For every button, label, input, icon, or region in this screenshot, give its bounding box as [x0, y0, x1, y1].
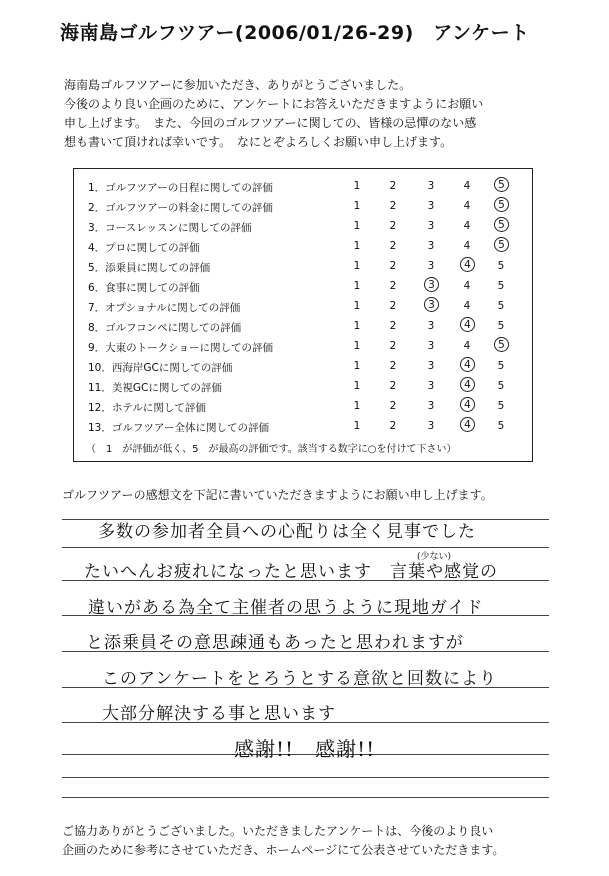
score-option[interactable]: 3 — [427, 260, 435, 272]
evaluation-row — [74, 237, 532, 257]
score-option[interactable]: 1 — [353, 200, 361, 212]
score-option[interactable]: 3 — [427, 400, 435, 412]
score-option[interactable]: 5 — [497, 400, 505, 412]
score-option[interactable]: 4 — [463, 220, 471, 232]
score-option[interactable]: 1 — [353, 220, 361, 232]
handwritten-line: 違いがある為全て主催者の思うように現地ガイド — [88, 598, 484, 618]
score-option[interactable]: 2 — [389, 280, 397, 292]
score-option[interactable]: 1 — [353, 320, 361, 332]
score-option[interactable]: 1 — [353, 300, 361, 312]
evaluation-label: 6．食事に関しての評価 — [88, 282, 200, 294]
evaluation-row — [74, 217, 532, 237]
footer-line: ご協力ありがとうございました。いただきましたアンケートは、今後のより良い — [62, 824, 494, 838]
handwritten-line: 大部分解決する事と思います — [102, 704, 336, 724]
evaluation-label: 13．ゴルフツアー全体に関しての評価 — [88, 422, 270, 434]
evaluation-row — [74, 257, 532, 277]
circled-score[interactable]: 3 — [424, 297, 439, 312]
circled-score[interactable]: 4 — [460, 257, 475, 272]
handwritten-line: 多数の参加者全員への心配りは全く見事でした — [98, 522, 476, 542]
evaluation-row — [74, 357, 532, 377]
score-option[interactable]: 2 — [389, 220, 397, 232]
score-option[interactable]: 5 — [497, 360, 505, 372]
circled-score[interactable]: 5 — [494, 197, 509, 212]
intro-line: 今後のより良い企画のために、アンケートにお答えいただきますようにお願い — [64, 97, 484, 111]
score-option[interactable]: 1 — [353, 400, 361, 412]
score-option[interactable]: 1 — [353, 180, 361, 192]
score-option[interactable]: 1 — [353, 360, 361, 372]
evaluation-label: 1．ゴルフツアーの日程に関しての評価 — [88, 182, 273, 194]
score-option[interactable]: 5 — [497, 280, 505, 292]
score-option[interactable]: 2 — [389, 400, 397, 412]
evaluation-label: 3．コースレッスンに関しての評価 — [88, 222, 252, 234]
score-option[interactable]: 4 — [463, 300, 471, 312]
evaluation-row — [74, 417, 532, 437]
footer-text — [62, 822, 504, 860]
score-option[interactable]: 5 — [497, 320, 505, 332]
score-option[interactable]: 4 — [463, 240, 471, 252]
handwritten-line: 感謝!! 感謝!! — [234, 737, 376, 761]
score-option[interactable]: 2 — [389, 240, 397, 252]
score-option[interactable]: 3 — [427, 420, 435, 432]
circled-score[interactable]: 5 — [494, 337, 509, 352]
evaluation-row — [74, 337, 532, 357]
score-option[interactable]: 2 — [389, 300, 397, 312]
evaluation-row — [74, 277, 532, 297]
scale-note: （ 1 が評価が低く、5 が最高の評価です。該当する数字に○を付けて下さい） — [86, 444, 457, 455]
circled-score[interactable]: 5 — [494, 177, 509, 192]
score-option[interactable]: 3 — [427, 340, 435, 352]
footer-line: 企画のために参考にさせていただき、ホームページにて公表させていただきます。 — [62, 843, 505, 857]
score-option[interactable]: 1 — [353, 280, 361, 292]
score-option[interactable]: 5 — [497, 420, 505, 432]
evaluation-row — [74, 297, 532, 317]
score-option[interactable]: 2 — [389, 360, 397, 372]
evaluation-row — [74, 317, 532, 337]
score-option[interactable]: 2 — [389, 200, 397, 212]
score-option[interactable]: 4 — [463, 280, 471, 292]
evaluation-label: 4．プロに関しての評価 — [88, 242, 200, 254]
page-title: 海南島ゴルフツアー(2006/01/26-29) アンケート — [60, 22, 530, 44]
circled-score[interactable]: 5 — [494, 217, 509, 232]
evaluation-label: 8．ゴルフコンペに関しての評価 — [88, 322, 242, 334]
score-option[interactable]: 2 — [389, 340, 397, 352]
evaluation-label: 11．美視GCに関しての評価 — [88, 382, 222, 394]
evaluation-label: 12．ホテルに関して評価 — [88, 402, 206, 414]
ruled-line — [62, 797, 549, 798]
ruled-line — [62, 777, 549, 778]
score-option[interactable]: 4 — [463, 180, 471, 192]
score-option[interactable]: 5 — [497, 300, 505, 312]
circled-score[interactable]: 4 — [460, 317, 475, 332]
score-option[interactable]: 1 — [353, 380, 361, 392]
evaluation-label: 5．添乗員に関しての評価 — [88, 262, 211, 274]
score-option[interactable]: 3 — [427, 220, 435, 232]
score-option[interactable]: 2 — [389, 380, 397, 392]
score-option[interactable]: 5 — [497, 380, 505, 392]
score-option[interactable]: 2 — [389, 180, 397, 192]
score-option[interactable]: 4 — [463, 200, 471, 212]
circled-score[interactable]: 4 — [460, 357, 475, 372]
evaluation-row — [74, 397, 532, 417]
score-option[interactable]: 2 — [389, 260, 397, 272]
circled-score[interactable]: 3 — [424, 277, 439, 292]
score-option[interactable]: 1 — [353, 240, 361, 252]
ruled-line — [62, 547, 549, 548]
score-option[interactable]: 3 — [427, 320, 435, 332]
score-option[interactable]: 5 — [497, 260, 505, 272]
handwritten-line: たいへんお疲れになったと思います 言葉や感覚の — [84, 562, 498, 582]
handwritten-line: と添乗員その意思疎通もあったと思われますが — [86, 633, 464, 653]
score-option[interactable]: 2 — [389, 420, 397, 432]
score-option[interactable]: 3 — [427, 200, 435, 212]
evaluation-label: 9．大東のトークショーに関しての評価 — [88, 342, 273, 354]
score-option[interactable]: 3 — [427, 360, 435, 372]
evaluation-label: 2．ゴルフツアーの料金に関しての評価 — [88, 202, 273, 214]
evaluation-row — [74, 177, 532, 197]
circled-score[interactable]: 4 — [460, 397, 475, 412]
intro-line: 海南島ゴルフツアーに参加いただき、ありがとうございました。 — [64, 78, 412, 92]
circled-score[interactable]: 4 — [460, 377, 475, 392]
score-option[interactable]: 3 — [427, 240, 435, 252]
score-option[interactable]: 1 — [353, 420, 361, 432]
score-option[interactable]: 2 — [389, 320, 397, 332]
circled-score[interactable]: 5 — [494, 237, 509, 252]
intro-text — [64, 76, 564, 152]
score-option[interactable]: 3 — [427, 380, 435, 392]
handwritten-line: このアンケートをとろうとする意欲と回数により — [102, 669, 497, 689]
evaluation-label: 7．オプショナルに関しての評価 — [88, 302, 241, 314]
comment-heading: ゴルフツアーの感想文を下記に書いていただきますようにお願い申し上げます。 — [62, 488, 493, 502]
evaluation-row — [74, 377, 532, 397]
circled-score[interactable]: 4 — [460, 417, 475, 432]
score-option[interactable]: 3 — [427, 180, 435, 192]
handwritten-annotation: (少ない) — [417, 552, 452, 562]
score-option[interactable]: 1 — [353, 340, 361, 352]
intro-line: 申し上げます。 また、今回のゴルフツアーに関しての、皆様の忌憚のない感 — [64, 116, 477, 130]
evaluation-table — [73, 168, 533, 462]
intro-line: 想も書いて頂ければ幸いです。 なにとぞよろしくお願い申し上げます。 — [64, 135, 453, 149]
score-option[interactable]: 1 — [353, 260, 361, 272]
score-option[interactable]: 4 — [463, 340, 471, 352]
evaluation-label: 10．西海岸GCに関しての評価 — [88, 362, 233, 374]
evaluation-row — [74, 197, 532, 217]
